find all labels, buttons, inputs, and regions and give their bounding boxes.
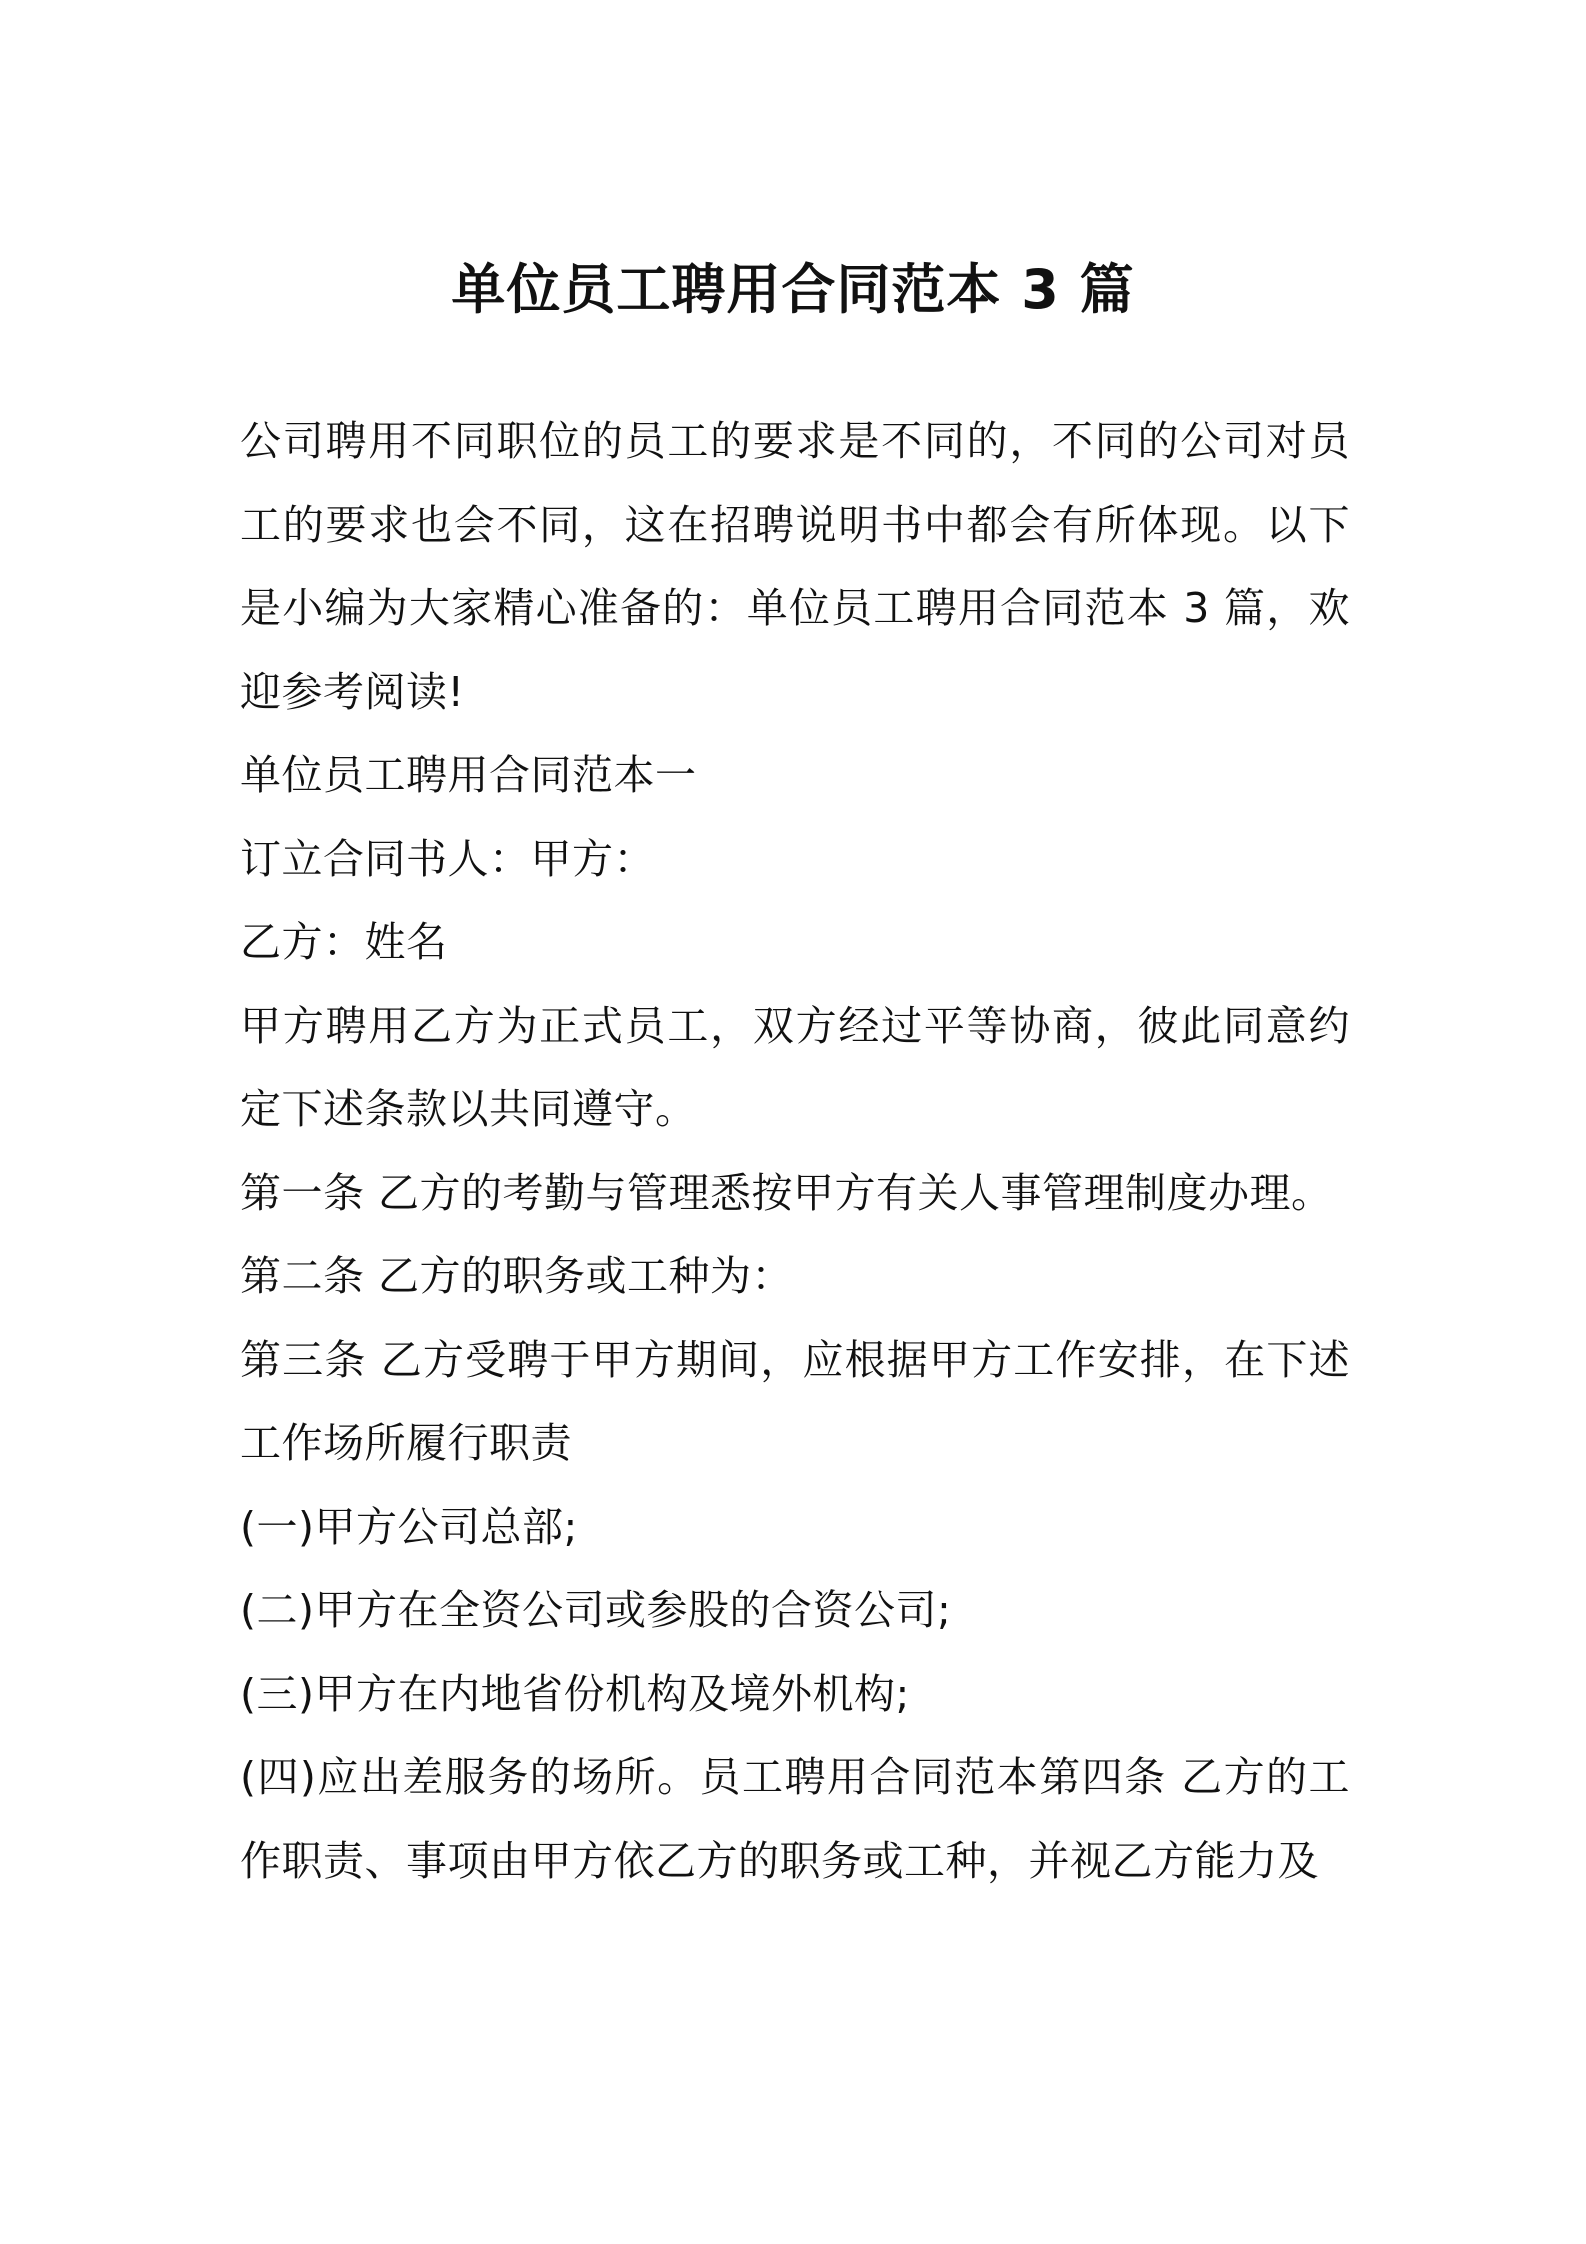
article-3: 第三条 乙方受聘于甲方期间，应根据甲方工作安排，在下述工作场所履行职责 [240,1335,1350,1467]
party-b-line: 乙方：姓名 [240,918,448,966]
list-item: (一)甲方公司总部; [240,1502,578,1551]
section-heading: 单位员工聘用合同范本一 [240,751,697,799]
list-item: (二)甲方在全资公司或参股的合资公司; [240,1586,952,1634]
agreement-paragraph: 甲方聘用乙方为正式员工，双方经过平等协商，彼此同意约定下述条款以共同遵守。 [240,1001,1350,1133]
contract-parties-line: 订立合同书人：甲方： [240,834,655,883]
document-title: 单位员工聘用合同范本 3 篇 [451,258,1135,321]
intro-paragraph: 公司聘用不同职位的员工的要求是不同的，不同的公司对员工的要求也会不同，这在招聘说明书中都会有所体现。以下是小编为大家精心准备的：单位员工聘用合同范本 3 篇，欢迎参考阅读! [240,417,1350,716]
article-1: 第一条 乙方的考勤与管理悉按甲方有关人事管理制度办理。 [240,1168,1333,1217]
document-body [240,400,1350,1903]
list-item: (三)甲方在内地省份机构及境外机构; [240,1669,910,1718]
list-item: (四)应出差服务的场所。员工聘用合同范本第四条 乙方的工作职责、事项由甲方依乙方的职务或工种，并视乙方能力及 [240,1753,1350,1885]
article-2: 第二条 乙方的职务或工种为： [240,1252,794,1300]
